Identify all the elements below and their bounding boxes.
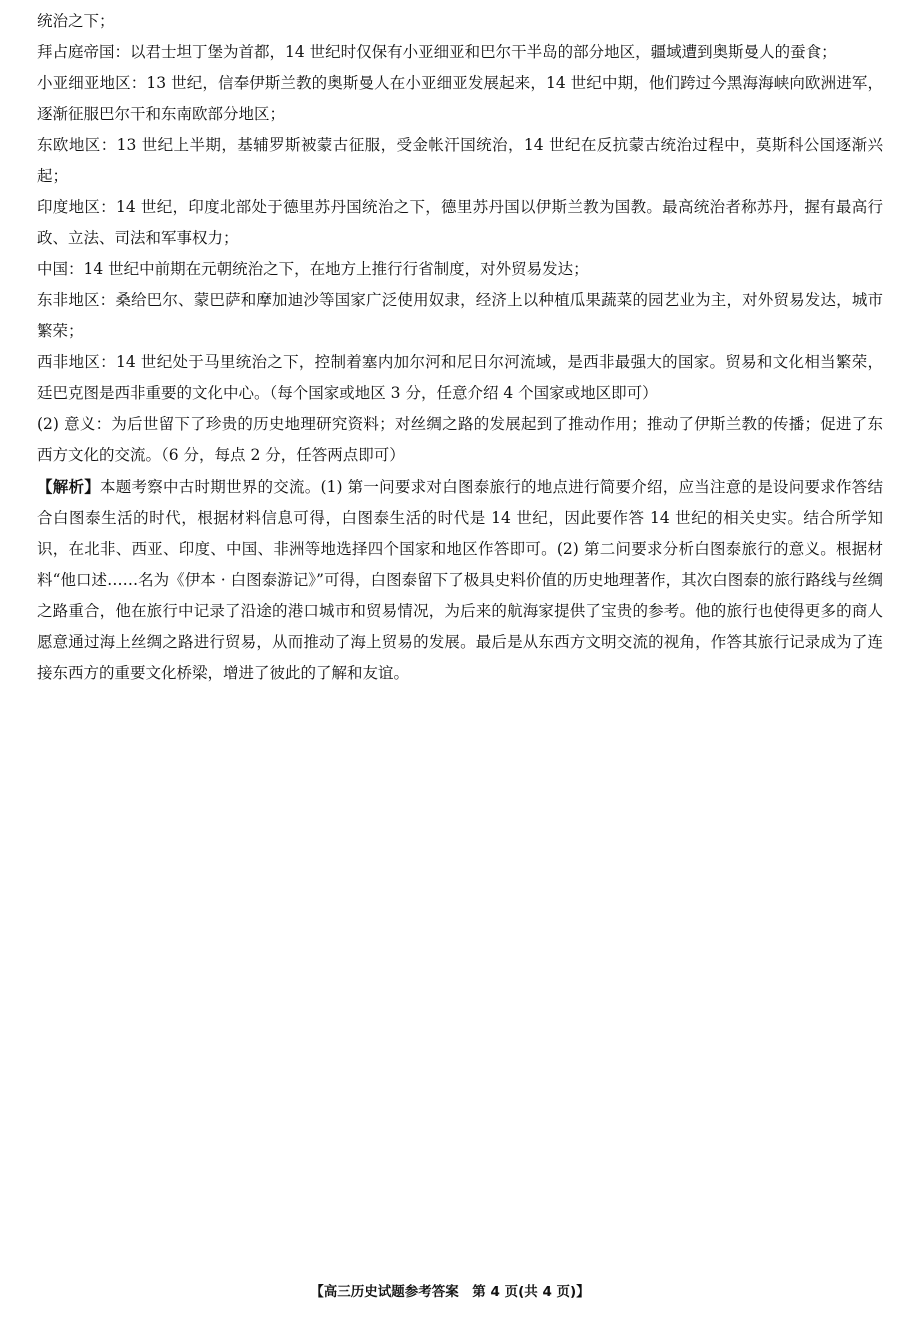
answer-paragraph-east-europe: 东欧地区：13 世纪上半期，基辅罗斯被蒙古征服，受金帐汗国统治，14 世纪在反抗蒙古统治过程中，莫斯科公国逐渐兴起； [37,136,883,185]
answer-paragraph-significance: (2) 意义：为后世留下了珍贵的历史地理研究资料；对丝绸之路的发展起到了推动作用；推动了伊斯兰教的传播；促进了东西方文化的交流。（6 分，每点 2 分，任答两点即可） [37,415,883,464]
page-footer: 【高三历史试题参考答案 第 4 页(共 4 页)】 [310,1284,590,1300]
analysis-paragraph [37,471,883,689]
answer-paragraph-east-africa: 东非地区：桑给巴尔、蒙巴萨和摩加迪沙等国家广泛使用奴隶，经济上以种植瓜果蔬菜的园艺业为主，对外贸易发达，城市繁荣； [37,291,883,340]
answer-paragraph-continuation: 统治之下； [37,12,115,30]
analysis-text: 本题考察中古时期世界的交流。(1) 第一问要求对白图泰旅行的地点进行简要介绍，应当注意的是设问要求作答结合白图泰生活的时代，根据材料信息可得，白图泰生活的时代是 14 世纪，因此要作答 14 世纪的相关史实。结合所学知识，在北非、西亚、印度、中国、非洲等地选择四个国家和地区作答即可。(2) 第二问要求分析白图泰旅行的意义。根据材料“他口述……名为《伊本 · 白图泰游记》”可得，白图泰留下了极具史料价值的历史地理著作，其次白图泰的旅行路线与丝绸之路重合，他在旅行中记录了沿途的港口城市和贸易情况，为后来的航海家提供了宝贵的参考。他的旅行也使得更多的商人愿意通过海上丝绸之路进行贸易，从而推动了海上贸易的发展。最后是从东西方文明交流的视角，作答其旅行记录成为了连接东西方的重要文化桥梁，增进了彼此的了解和友谊。 [37,478,883,682]
answer-paragraph-west-africa: 西非地区：14 世纪处于马里统治之下，控制着塞内加尔河和尼日尔河流域，是西非最强大的国家。贸易和文化相当繁荣，廷巴克图是西非重要的文化中心。（每个国家或地区 3 分，任意介绍 4 个国家或地区即可） [37,353,883,402]
analysis-label: 【解析】 [37,477,101,496]
answer-paragraph-asia-minor: 小亚细亚地区：13 世纪，信奉伊斯兰教的奥斯曼人在小亚细亚发展起来，14 世纪中期，他们跨过今黑海海峡向欧洲进军，逐渐征服巴尔干和东南欧部分地区； [37,74,883,123]
document-body [37,6,883,689]
answer-paragraph-china: 中国：14 世纪中前期在元朝统治之下，在地方上推行行省制度，对外贸易发达； [37,260,589,278]
answer-paragraph-byzantine: 拜占庭帝国：以君士坦丁堡为首都，14 世纪时仅保有小亚细亚和巴尔干半岛的部分地区，疆域遭到奥斯曼人的蚕食； [37,43,837,61]
answer-paragraph-india: 印度地区：14 世纪，印度北部处于德里苏丹国统治之下，德里苏丹国以伊斯兰教为国教。最高统治者称苏丹，握有最高行政、立法、司法和军事权力； [37,198,883,247]
